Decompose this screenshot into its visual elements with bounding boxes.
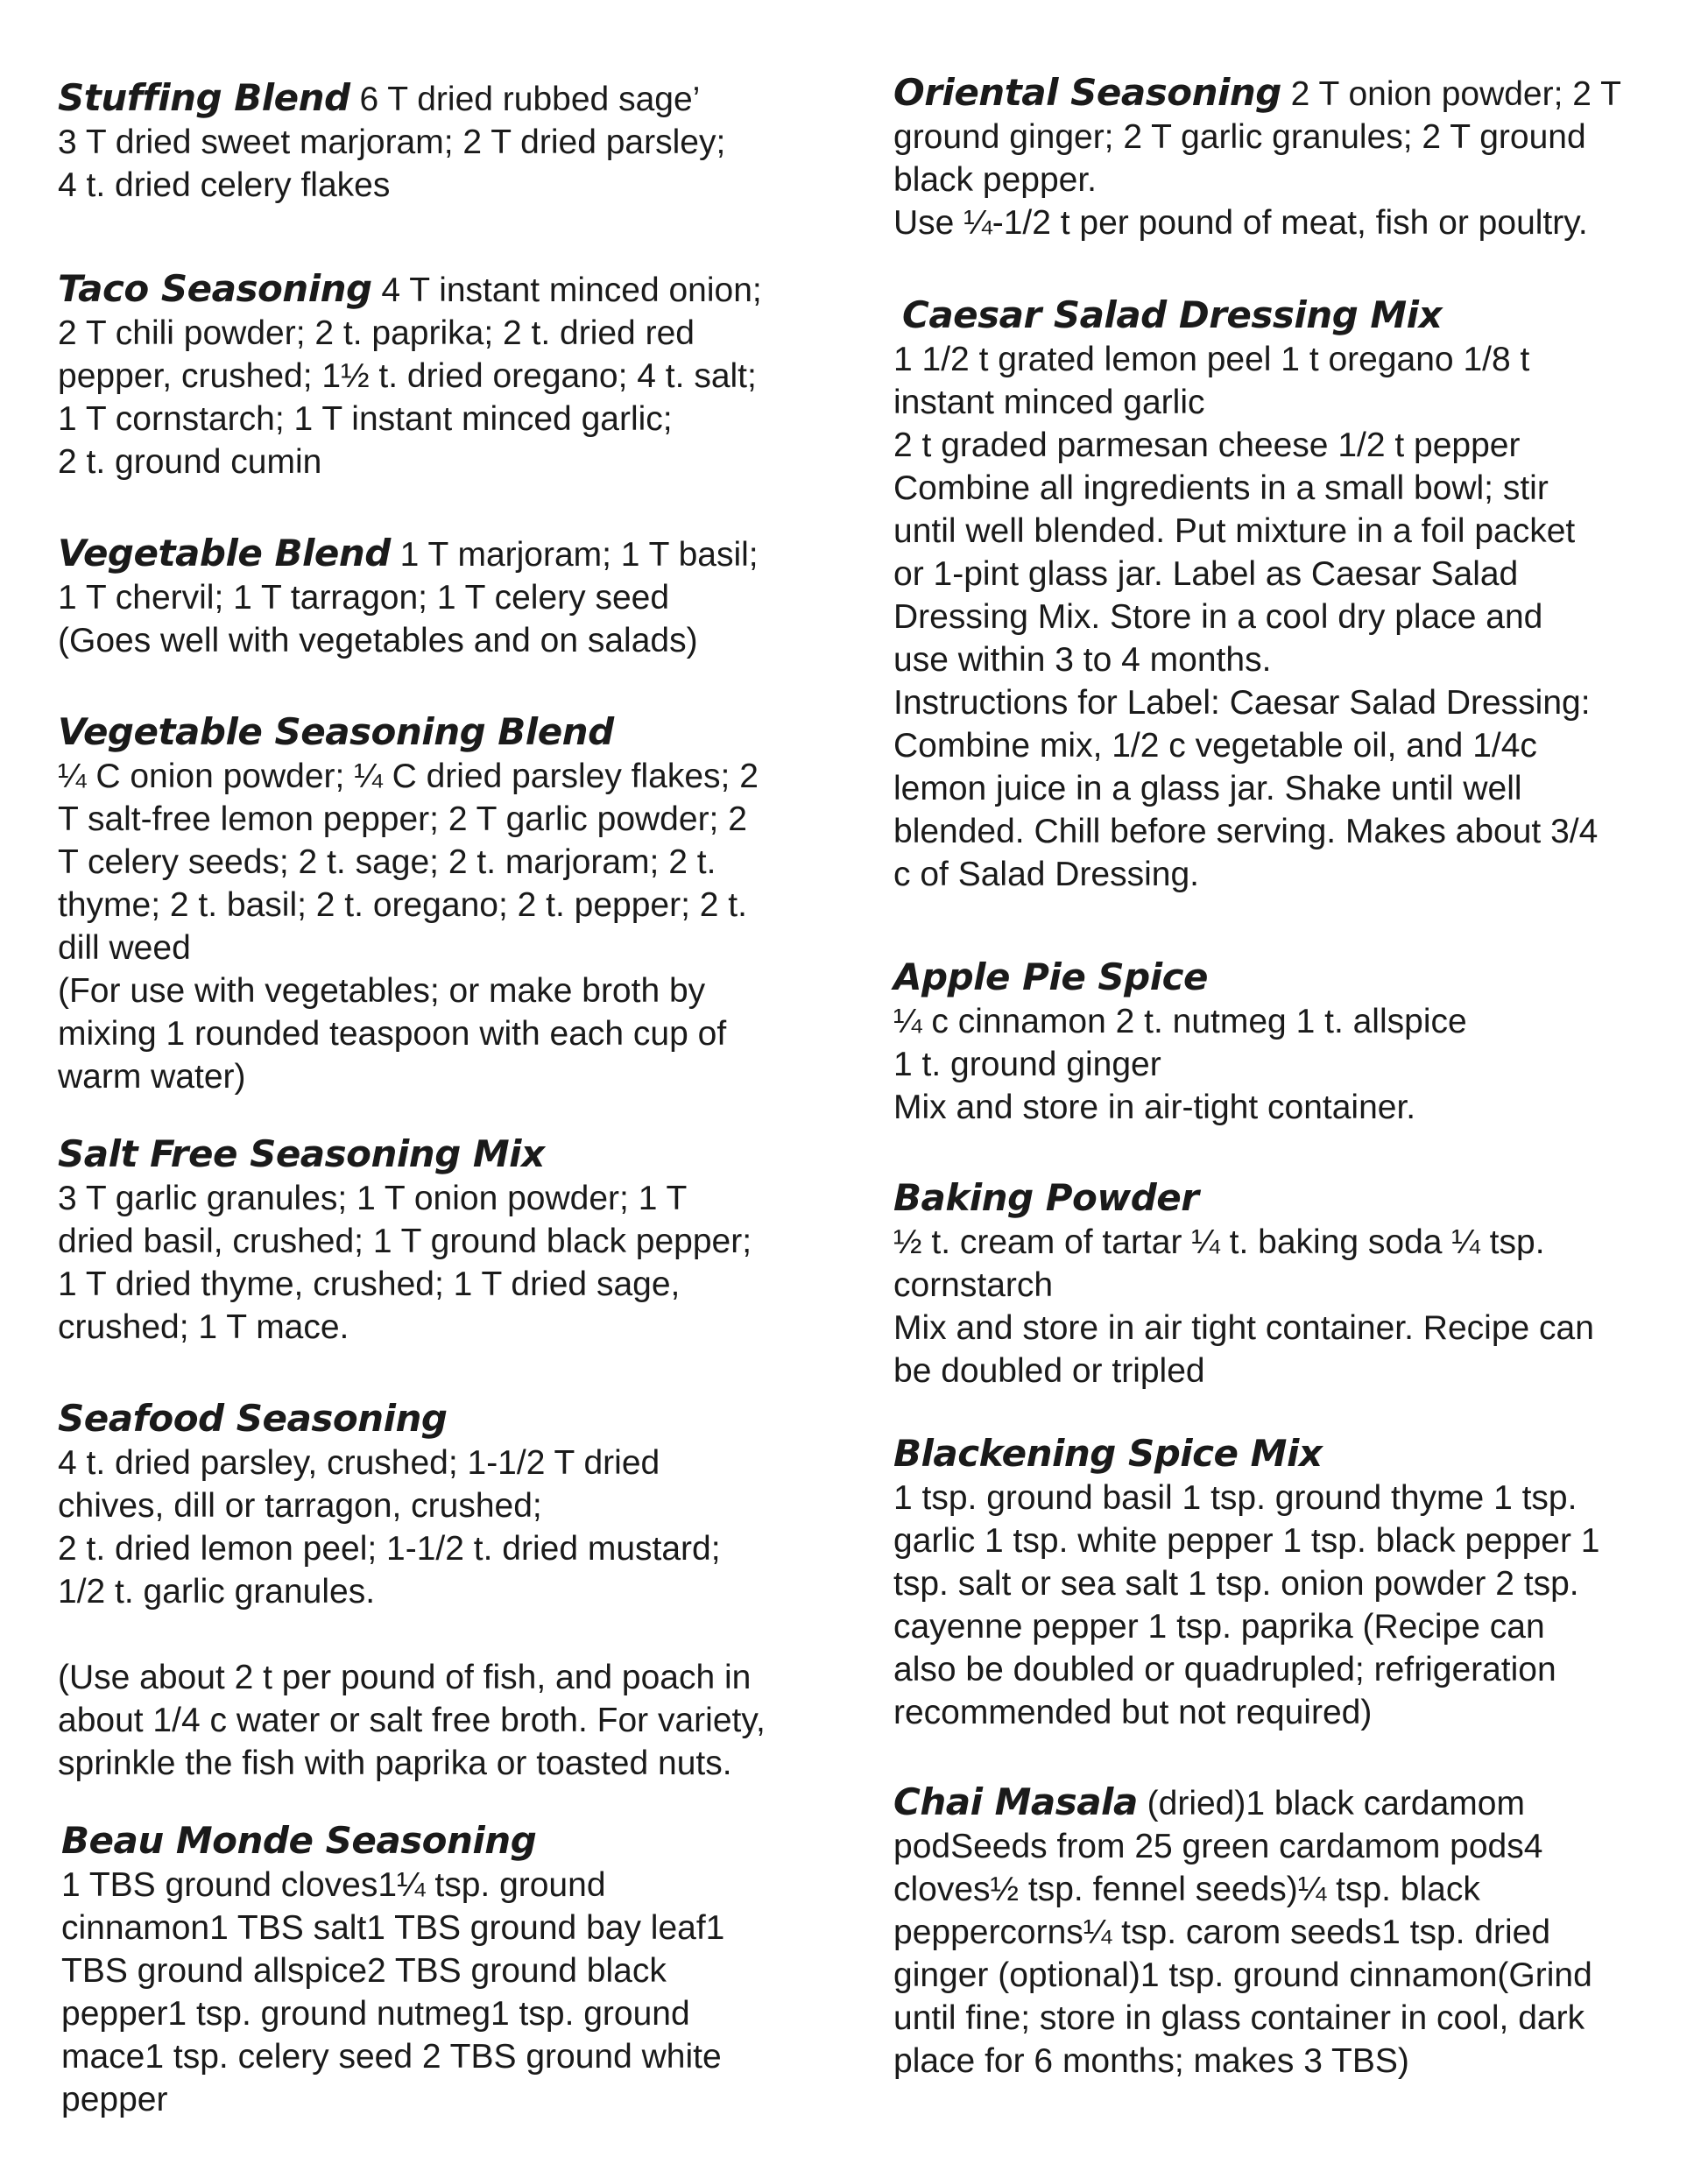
recipe-line: 1 tsp. ground basil 1 tsp. ground thyme 1 tsp. [893,1479,1577,1517]
recipe-line: Use ¼-1/2 t per pound of meat, fish or poultry. [893,204,1588,242]
recipe-line: Combine all ingredients in a small bowl; stir [893,469,1549,507]
recipe-line: cayenne pepper 1 tsp. paprika (Recipe can [893,1608,1545,1646]
recipe-line: T salt-free lemon pepper; 2 T garlic powder; 2 [58,800,747,838]
recipe-line: recommended but not required) [893,1694,1373,1731]
recipe-line: 3 T dried sweet marjoram; 2 T dried parsley; [58,123,726,161]
recipe-line: (For use with vegetables; or make broth by [58,972,706,1010]
recipe-line: ½ t. cream of tartar ¼ t. baking soda ¼ tsp. [893,1223,1545,1261]
recipe-line: TBS ground allspice2 TBS ground black [61,1952,667,1990]
recipe-line: 2 t graded parmesan cheese 1/2 t pepper [893,426,1521,464]
recipe-line: cornstarch [893,1266,1054,1304]
recipe-line [58,1613,829,1656]
recipe-line: blended. Chill before serving. Makes about 3/4 [893,813,1599,850]
recipe-line: 4 t. dried celery flakes [58,166,391,204]
recipe-body [58,576,829,662]
recipe-line: Dressing Mix. Store in a cool dry place and [893,598,1543,636]
recipe-line: instant minced garlic [893,384,1205,421]
recipe-line: 1 t. ground ginger [893,1046,1161,1083]
recipe-line: ginger (optional)1 tsp. ground cinnamon(Grind [893,1956,1592,1994]
recipe-body [893,1000,1664,1129]
recipe-title-suffix: 4 T instant minced onion; [371,271,762,309]
recipe-line: warm water) [58,1058,246,1096]
recipe-title: Vegetable Seasoning Blend [58,710,614,753]
recipe-line: chives, dill or tarragon, crushed; [58,1487,542,1525]
recipe-title: Salt Free Seasoning Mix [58,1132,545,1175]
recipe-body [893,1825,1664,2083]
recipe-beau-monde-seasoning [61,1776,832,2164]
recipe-line: pepper, crushed; 1½ t. dried oregano; 4 t. salt; [58,357,757,395]
recipe-line: cloves½ tsp. fennel seeds)¼ tsp. black [893,1871,1480,1908]
recipe-line: sprinkle the fish with paprika or toasted nuts. [58,1745,732,1782]
recipe-title: Oriental Seasoning [893,71,1281,114]
recipe-line: ¼ c cinnamon 2 t. nutmeg 1 t. allspice [893,1003,1467,1040]
recipe-line: use within 3 to 4 months. [893,641,1272,679]
recipe-line: pepper1 tsp. ground nutmeg1 tsp. ground [61,1995,690,2033]
recipe-body [58,1177,829,1349]
recipe-line: 1 T cornstarch; 1 T instant minced garlic; [58,400,673,438]
recipe-body [58,755,829,1098]
recipe-line: place for 6 months; makes 3 TBS) [893,2042,1409,2080]
recipe-chai-masala [893,1738,1664,2125]
recipe-line: dried basil, crushed; 1 T ground black pepper; [58,1223,752,1260]
recipe-line: dill weed [58,929,191,967]
recipe-caesar-salad-dressing-mix [893,250,1664,939]
recipe-title: Apple Pie Spice [893,955,1209,998]
recipe-salt-free-seasoning-mix [58,1089,829,1392]
recipe-line: until well blended. Put mixture in a foil packet [893,512,1576,550]
recipe-line: tsp. salt or sea salt 1 tsp. onion powder 2 tsp. [893,1565,1579,1603]
recipe-body [58,312,829,483]
recipe-title: Blackening Spice Mix [893,1432,1323,1475]
recipe-line: black pepper. [893,161,1097,199]
recipe-line: lemon juice in a glass jar. Shake until well [893,770,1522,807]
recipe-line: podSeeds from 25 green cardamom pods4 [893,1828,1543,1865]
recipe-title: Baking Powder [893,1176,1199,1219]
recipe-line: mace1 tsp. celery seed 2 TBS ground white [61,2038,722,2076]
recipe-body [58,1441,829,1785]
recipe-line: 1 T chervil; 1 T tarragon; 1 T celery seed [58,579,670,617]
recipe-vegetable-seasoning-blend [58,667,829,1141]
recipe-line: Mix and store in air-tight container. [893,1089,1416,1126]
recipe-line: mixing 1 rounded teaspoon with each cup of [58,1015,727,1053]
recipe-title: Seafood Seasoning [58,1397,448,1440]
recipe-body [893,338,1664,896]
recipe-line: 2 T chili powder; 2 t. paprika; 2 t. dried red [58,314,695,352]
recipe-body [893,116,1664,244]
recipe-line: or 1-pint glass jar. Label as Caesar Salad [893,555,1519,593]
recipe-blackening-spice-mix [893,1389,1664,1777]
recipe-body [61,1864,832,2121]
recipe-title-suffix: 1 T marjoram; 1 T basil; [390,536,759,574]
recipe-line: c of Salad Dressing. [893,856,1200,893]
recipe-line: pepper [61,2081,168,2118]
recipe-line: about 1/4 c water or salt free broth. For variety, [58,1702,766,1739]
recipe-line: 1 1/2 t grated lemon peel 1 t oregano 1/8 t [893,341,1530,378]
recipe-line: thyme; 2 t. basil; 2 t. oregano; 2 t. pepper; 2 t. [58,886,747,924]
recipe-line: ground ginger; 2 T garlic granules; 2 T ground [893,118,1586,156]
recipe-line: 2 t. ground cumin [58,443,322,481]
recipe-line: 1 TBS ground cloves1¼ tsp. ground [61,1866,606,1904]
recipe-line: Mix and store in air tight container. Recipe can [893,1309,1594,1347]
recipe-title: Chai Masala [893,1780,1138,1823]
recipe-line: 1 T dried thyme, crushed; 1 T dried sage, [58,1265,681,1303]
recipe-line: also be doubled or quadrupled; refrigeration [893,1651,1556,1688]
recipe-title-suffix: (dried)1 black cardamom [1137,1785,1525,1822]
recipe-body [58,121,829,207]
recipe-body [893,1477,1664,1734]
recipe-taco-seasoning [58,224,829,526]
recipe-line: garlic 1 tsp. white pepper 1 tsp. black pepper 1 [893,1522,1600,1560]
recipe-line: T celery seeds; 2 t. sage; 2 t. marjoram; 2 t. [58,843,716,881]
recipe-body [893,1221,1664,1392]
recipe-title: Taco Seasoning [58,267,372,310]
recipe-line: crushed; 1 T mace. [58,1308,349,1346]
recipe-line: 1/2 t. garlic granules. [58,1573,376,1611]
recipe-line: until fine; store in glass container in cool, dark [893,1999,1585,2037]
recipe-line: ¼ C onion powder; ¼ C dried parsley flakes; 2 [58,758,759,795]
recipe-line: (Goes well with vegetables and on salads) [58,622,698,659]
recipe-line: 4 t. dried parsley, crushed; 1-1/2 T dried [58,1444,660,1482]
recipe-title: Vegetable Blend [58,532,391,574]
recipe-line: peppercorns¼ tsp. carom seeds1 tsp. dried [893,1914,1551,1951]
recipe-line: (Use about 2 t per pound of fish, and poach in [58,1659,752,1696]
recipe-title: Beau Monde Seasoning [61,1819,537,1862]
recipe-line: 3 T garlic granules; 1 T onion powder; 1 T [58,1180,688,1217]
recipe-line: 2 t. dried lemon peel; 1-1/2 t. dried mustard; [58,1530,721,1568]
recipe-stuffing-blend [58,33,829,250]
recipe-title: Stuffing Blend [58,76,350,119]
recipe-title: Caesar Salad Dressing Mix [902,293,1443,336]
recipe-seafood-seasoning [58,1354,829,1828]
recipe-title-suffix: 6 T dried rubbed sage’ [349,81,701,118]
recipe-line: be doubled or tripled [893,1352,1205,1390]
recipe-line: Combine mix, 1/2 c vegetable oil, and 1/4c [893,727,1537,765]
recipe-oriental-seasoning [893,28,1664,287]
recipe-line: cinnamon1 TBS salt1 TBS ground bay leaf1 [61,1909,725,1947]
recipe-title-suffix: 2 T onion powder; 2 T [1281,75,1621,113]
recipe-line: Instructions for Label: Caesar Salad Dressing: [893,684,1591,722]
